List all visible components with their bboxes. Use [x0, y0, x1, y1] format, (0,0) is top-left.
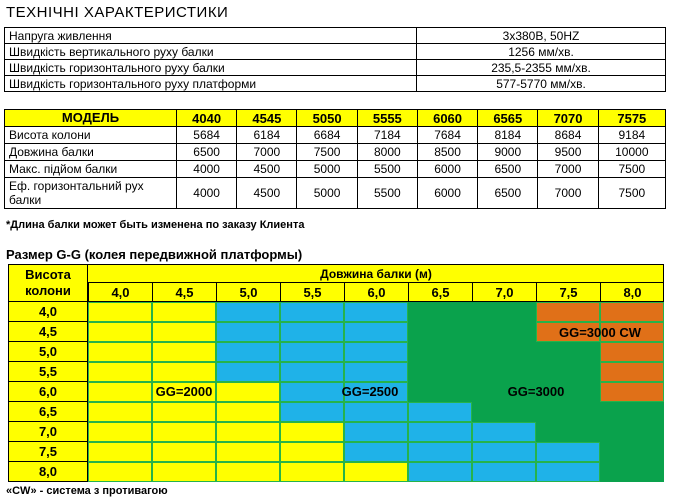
gg-cell: [280, 342, 344, 362]
gg-cell: [600, 422, 664, 442]
spec-row: [5, 44, 666, 60]
model-cell: 10000: [598, 144, 665, 161]
gg-col-label: 5,0: [216, 283, 280, 302]
model-cell: 6684: [297, 127, 357, 144]
model-row-label: Довжина балки: [5, 144, 177, 161]
model-cell: 6000: [417, 161, 477, 178]
gg-cell: [536, 462, 600, 482]
gg-cell: [216, 422, 280, 442]
gg-col-label: 6,0: [344, 283, 408, 302]
gg-cell: [472, 362, 536, 382]
model-cell: 9000: [478, 144, 538, 161]
model-cell: 7684: [417, 127, 477, 144]
gg-col-header: Довжина балки (м): [320, 266, 432, 281]
gg-row-label: 5,5: [8, 362, 88, 382]
model-row-label: Висота колони: [5, 127, 177, 144]
gg-cell: [280, 462, 344, 482]
model-cell: 7500: [598, 178, 665, 209]
model-cell: 4500: [237, 161, 297, 178]
gg-cell: [88, 462, 152, 482]
gg-cell: [472, 442, 536, 462]
gg-cell: [216, 382, 280, 402]
gg-cell: [536, 342, 600, 362]
gg-cell: [344, 362, 408, 382]
gg-row-label: 4,0: [8, 302, 88, 322]
model-row: [5, 178, 666, 209]
gg-zone-label: GG=2000: [155, 383, 213, 399]
gg-cell: [216, 302, 280, 322]
model-cell: 8500: [417, 144, 477, 161]
model-cell: 6184: [237, 127, 297, 144]
gg-row-label: 5,0: [8, 342, 88, 362]
model-name: 6060: [417, 110, 477, 127]
model-name: 7070: [538, 110, 598, 127]
gg-cell: [152, 322, 216, 342]
gg-cell: [472, 322, 536, 342]
model-cell: 6500: [478, 161, 538, 178]
spec-value: 235,5-2355 мм/хв.: [417, 60, 666, 76]
gg-cell: [344, 442, 408, 462]
model-name: 5555: [357, 110, 417, 127]
gg-cell: [88, 362, 152, 382]
model-cell: 7184: [357, 127, 417, 144]
gg-cell: [472, 302, 536, 322]
model-cell: 8684: [538, 127, 598, 144]
gg-cell: [344, 422, 408, 442]
gg-cell: [536, 362, 600, 382]
model-cell: 7000: [538, 178, 598, 209]
specs-table: [4, 27, 666, 92]
gg-cell: [600, 442, 664, 462]
gg-col-label: 7,0: [472, 283, 536, 302]
gg-cell: [216, 462, 280, 482]
gg-cell: [152, 302, 216, 322]
gg-col-label: 6,5: [408, 283, 472, 302]
gg-cell: [344, 302, 408, 322]
model-cell: 6500: [478, 178, 538, 209]
gg-cell: [600, 402, 664, 422]
models-table: [4, 109, 666, 209]
gg-cell: [344, 322, 408, 342]
gg-cell: [600, 342, 664, 362]
gg-cell: [152, 462, 216, 482]
model-row: [5, 127, 666, 144]
gg-cell: [88, 402, 152, 422]
model-row-label: Еф. горизонтальний рух балки: [5, 178, 177, 209]
spec-row: [5, 60, 666, 76]
gg-cell: [600, 462, 664, 482]
model-name: 5050: [297, 110, 357, 127]
model-cell: 4500: [237, 178, 297, 209]
gg-cell: [472, 342, 536, 362]
model-cell: 8000: [357, 144, 417, 161]
gg-cell: [280, 402, 344, 422]
model-name: 7575: [598, 110, 665, 127]
model-cell: 5500: [357, 161, 417, 178]
cw-note: «CW» - система з противагою: [6, 485, 168, 497]
gg-cell: [88, 382, 152, 402]
model-cell: 6500: [177, 144, 237, 161]
gg-cell: [280, 302, 344, 322]
gg-zone-label: GG=3000 CW: [558, 324, 641, 340]
gg-col-label: 4,0: [88, 283, 152, 302]
gg-col-label: 4,5: [152, 283, 216, 302]
gg-cell: [408, 442, 472, 462]
gg-cell: [408, 342, 472, 362]
gg-row-label: 4,5: [8, 322, 88, 342]
gg-row-label: 6,0: [8, 382, 88, 402]
gg-cell: [152, 442, 216, 462]
model-cell: 5000: [297, 178, 357, 209]
gg-col-label: 7,5: [536, 283, 600, 302]
gg-cell: [88, 442, 152, 462]
gg-cell: [216, 362, 280, 382]
spec-label: Швидкість горизонтального руху платформи: [5, 76, 417, 92]
gg-cell: [216, 442, 280, 462]
gg-cell: [152, 362, 216, 382]
gg-cell: [280, 322, 344, 342]
gg-cell: [280, 362, 344, 382]
gg-cell: [152, 422, 216, 442]
model-row: [5, 144, 666, 161]
spec-value: 1256 мм/хв.: [417, 44, 666, 60]
model-cell: 8184: [478, 127, 538, 144]
gg-cell: [408, 382, 472, 402]
model-cell: 6000: [417, 178, 477, 209]
gg-cell: [88, 302, 152, 322]
gg-cell: [408, 322, 472, 342]
model-cell: 9184: [598, 127, 665, 144]
footnote: *Длина балки может быть изменена по заказу Клиента: [6, 219, 305, 231]
gg-row-label: 8,0: [8, 462, 88, 482]
gg-row-label: 7,5: [8, 442, 88, 462]
spec-label: Напруга живлення: [5, 28, 417, 44]
gg-cell: [344, 402, 408, 422]
spec-label: Швидкість горизонтального руху балки: [5, 60, 417, 76]
model-cell: 7000: [237, 144, 297, 161]
gg-cell: [408, 462, 472, 482]
spec-row: [5, 28, 666, 44]
gg-cell: [344, 342, 408, 362]
model-cell: 5000: [297, 161, 357, 178]
gg-cell: [88, 422, 152, 442]
model-cell: 5684: [177, 127, 237, 144]
model-cell: 4000: [177, 178, 237, 209]
gg-cell: [600, 302, 664, 322]
spec-value: 577-5770 мм/хв.: [417, 76, 666, 92]
gg-cell: [216, 322, 280, 342]
gg-cell: [152, 342, 216, 362]
gg-cell: [280, 422, 344, 442]
spec-label: Швидкість вертикального руху балки: [5, 44, 417, 60]
gg-cell: [408, 402, 472, 422]
gg-cell: [408, 422, 472, 442]
gg-cell: [600, 362, 664, 382]
gg-cell: [472, 422, 536, 442]
model-row: [5, 161, 666, 178]
gg-cell: [536, 302, 600, 322]
gg-row-label: 6,5: [8, 402, 88, 422]
gg-row-header: Висота колони: [25, 267, 71, 298]
model-cell: 4000: [177, 161, 237, 178]
model-row-label: Макс. підйом балки: [5, 161, 177, 178]
model-cell: 9500: [538, 144, 598, 161]
gg-title: Размер G-G (колея передвижной платформы): [6, 247, 303, 262]
model-name: 6565: [478, 110, 538, 127]
model-cell: 7000: [538, 161, 598, 178]
spec-row: [5, 76, 666, 92]
gg-col-label: 8,0: [600, 283, 664, 302]
gg-row-label: 7,0: [8, 422, 88, 442]
gg-cell: [536, 402, 600, 422]
model-name: 4040: [177, 110, 237, 127]
model-name: 4545: [237, 110, 297, 127]
gg-cell: [216, 342, 280, 362]
model-cell: 7500: [297, 144, 357, 161]
gg-cell: [88, 342, 152, 362]
gg-cell: [472, 462, 536, 482]
gg-zone-label: GG=2500: [341, 383, 399, 399]
gg-cell: [280, 442, 344, 462]
gg-col-label: 5,5: [280, 283, 344, 302]
model-cell: 7500: [598, 161, 665, 178]
gg-cell: [88, 322, 152, 342]
gg-cell: [536, 422, 600, 442]
gg-cell: [344, 462, 408, 482]
gg-cell: [408, 362, 472, 382]
models-header-row: [5, 110, 666, 127]
gg-cell: [472, 402, 536, 422]
model-header-label: МОДЕЛЬ: [5, 110, 177, 127]
model-cell: 5500: [357, 178, 417, 209]
gg-zone-label: GG=3000: [507, 383, 565, 399]
gg-cell: [600, 382, 664, 402]
spec-value: 3x380В, 50HZ: [417, 28, 666, 44]
gg-cell: [408, 302, 472, 322]
gg-cell: [152, 402, 216, 422]
gg-cell: [216, 402, 280, 422]
page-title: ТЕХНІЧНІ ХАРАКТЕРИСТИКИ: [6, 4, 229, 21]
gg-cell: [536, 442, 600, 462]
